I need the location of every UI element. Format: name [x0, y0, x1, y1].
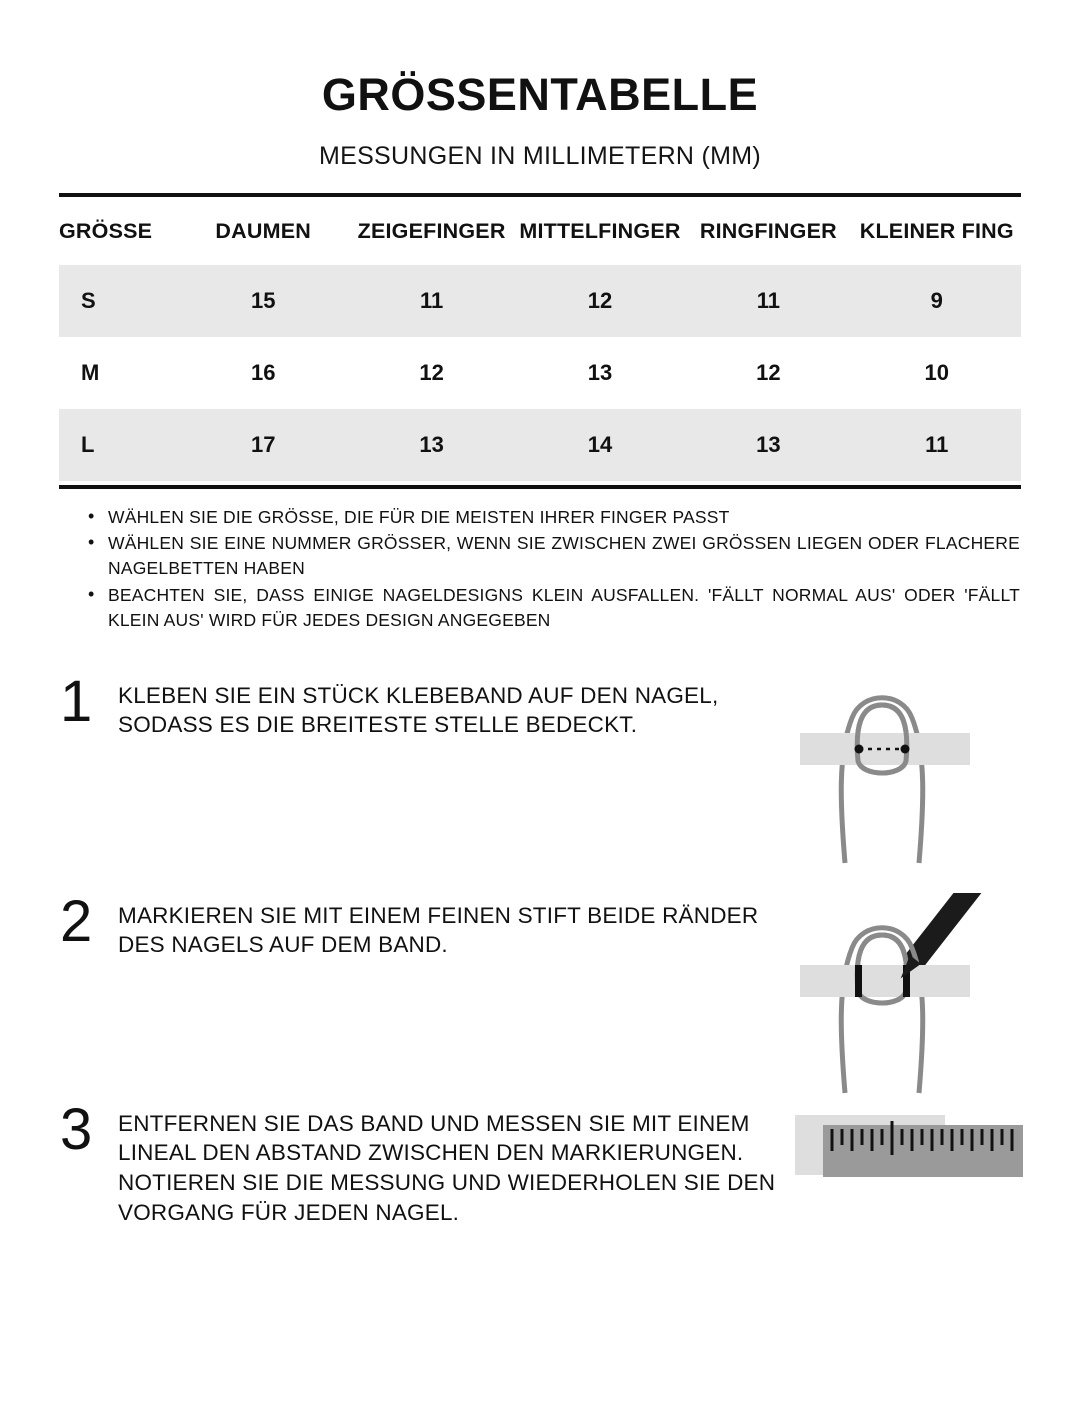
cell-zeigefinger: 11	[347, 264, 515, 337]
step-1	[60, 668, 1060, 853]
step-number: 1	[60, 668, 93, 734]
step-number: 3	[60, 1096, 93, 1162]
cell-kleiner-finger: 9	[853, 264, 1021, 337]
cell-mittelfinger: 13	[516, 337, 684, 409]
step-text: MARKIEREN SIE MIT EINEM FEINEN STIFT BEIDE RÄNDER DES NAGELS AUF DEM BAND.	[118, 902, 759, 958]
cell-daumen: 17	[179, 409, 347, 481]
table-header-row	[59, 195, 1021, 265]
cell-mittelfinger: 14	[516, 409, 684, 481]
size-table-body	[59, 264, 1021, 481]
column-header-size: GRÖSSE	[59, 195, 179, 265]
cell-ringfinger: 12	[684, 337, 852, 409]
size-table	[59, 193, 1021, 481]
list-item: • WÄHLEN SIE EINE NUMMER GRÖSSER, WENN SIE ZWISCHEN ZWEI GRÖSSEN LIEGEN ODER FLACHERE NAGELBETTEN HABEN	[88, 531, 1020, 581]
finger-with-tape-icon	[790, 673, 1030, 873]
cell-kleiner-finger: 10	[853, 337, 1021, 409]
column-header-kleiner-finger: KLEINER FING	[853, 195, 1021, 265]
cell-daumen: 16	[179, 337, 347, 409]
column-header-mittelfinger: MITTELFINGER	[516, 195, 684, 265]
step-3	[60, 1096, 1060, 1281]
list-item: • WÄHLEN SIE DIE GRÖSSE, DIE FÜR DIE MEISTEN IHRER FINGER PASST	[88, 505, 1020, 530]
table-row	[59, 409, 1021, 481]
cell-ringfinger: 13	[684, 409, 852, 481]
table-row	[59, 337, 1021, 409]
cell-size: L	[59, 409, 179, 481]
ruler-with-tape-icon	[790, 1101, 1030, 1301]
cell-size: S	[59, 264, 179, 337]
column-header-ringfinger: RINGFINGER	[684, 195, 852, 265]
step-text: KLEBEN SIE EIN STÜCK KLEBEBAND AUF DEN NAGEL, SODASS ES DIE BREITESTE STELLE BEDECKT.	[118, 682, 719, 738]
column-header-zeigefinger: ZEIGEFINGER	[347, 195, 515, 265]
cell-kleiner-finger: 11	[853, 409, 1021, 481]
cell-ringfinger: 11	[684, 264, 852, 337]
table-bottom-divider	[59, 485, 1021, 489]
size-chart-page	[0, 70, 1080, 1420]
size-table-section	[40, 193, 1040, 489]
column-header-daumen: DAUMEN	[179, 195, 347, 265]
cell-zeigefinger: 12	[347, 337, 515, 409]
finger-with-pen-icon	[790, 893, 1030, 1093]
cell-zeigefinger: 13	[347, 409, 515, 481]
list-item: • BEACHTEN SIE, DASS EINIGE NAGELDESIGNS KLEIN AUSFALLEN. 'FÄLLT NORMAL AUS' ODER 'FÄLLT KLEIN AUS' WIRD FÜR JEDES DESIGN ANGEGEBEN	[88, 583, 1020, 633]
page-title: GRÖSSENTABELLE	[321, 69, 759, 120]
table-row	[59, 264, 1021, 337]
measure-steps	[60, 668, 1060, 1281]
step-2	[60, 888, 1060, 1073]
size-table-head	[59, 195, 1021, 265]
cell-mittelfinger: 12	[516, 264, 684, 337]
cell-size: M	[59, 337, 179, 409]
step-number: 2	[60, 888, 93, 954]
step-text: ENTFERNEN SIE DAS BAND UND MESSEN SIE MIT EINEM LINEAL DEN ABSTAND ZWISCHEN DEN MARKIERUNGEN. NOTIEREN SIE DIE MESSUNG UND WIEDERHOLEN SIE DEN VORGANG FÜR JEDEN NAGEL.	[118, 1110, 776, 1225]
cell-daumen: 15	[179, 264, 347, 337]
page-subtitle: MESSUNGEN IN MILLIMETERN (MM)	[318, 141, 762, 170]
sizing-notes-list	[60, 505, 1020, 633]
